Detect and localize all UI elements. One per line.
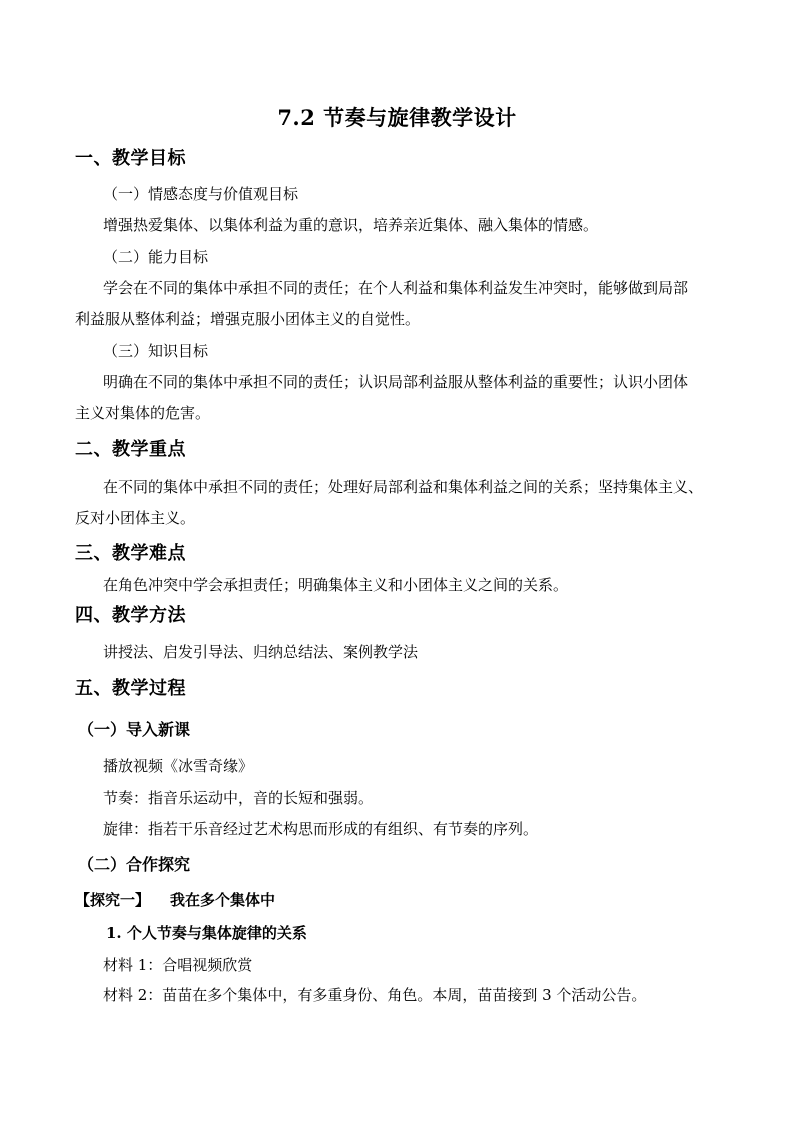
paragraph-methods: 讲授法、启发引导法、归纳总结法、案例教学法	[103, 643, 419, 661]
paragraph-ability-goals-line1: 学会在不同的集体中承担不同的责任；在个人利益和集体利益发生冲突时，能够做到局部	[103, 279, 689, 297]
paragraph-key-points-line2: 反对小团体主义。	[75, 509, 196, 527]
subheading-ability-goals: （二）能力目标	[103, 248, 209, 266]
paragraph-ability-goals-line2: 利益服从整体利益；增强克服小团体主义的自觉性。	[75, 310, 421, 328]
subheading-emotion-goals: （一）情感态度与价值观目标	[103, 185, 299, 203]
paragraph-knowledge-goals-line1: 明确在不同的集体中承担不同的责任；认识局部利益服从整体利益的重要性；认识小团体	[103, 373, 689, 391]
subheading-cooperative-inquiry: （二）合作探究	[78, 855, 191, 874]
section-heading-key-points: 二、教学重点	[75, 439, 186, 460]
paragraph-melody-definition: 旋律：指若干乐音经过艺术构思而形成的有组织、有节奏的序列。	[103, 820, 539, 838]
subheading-knowledge-goals: （三）知识目标	[103, 342, 209, 360]
section-heading-objectives: 一、教学目标	[75, 148, 186, 169]
section-heading-difficulties: 三、教学难点	[75, 543, 186, 564]
explore-one-tag: 【探究一】	[75, 891, 151, 909]
list-item-rhythm-melody-relation: 1. 个人节奏与集体旋律的关系	[106, 924, 307, 942]
section-heading-methods: 四、教学方法	[75, 605, 186, 626]
paragraph-difficulties: 在角色冲突中学会承担责任；明确集体主义和小团体主义之间的关系。	[103, 576, 569, 594]
section-heading-process: 五、教学过程	[75, 678, 186, 699]
subheading-introduction: （一）导入新课	[78, 720, 191, 739]
paragraph-material-2: 材料 2：苗苗在多个集体中，有多重身份、角色。本周，苗苗接到 3 个活动公告。	[103, 986, 647, 1004]
paragraph-key-points-line1: 在不同的集体中承担不同的责任；处理好局部利益和集体利益之间的关系；坚持集体主义、	[103, 478, 704, 496]
explore-one-title: 我在多个集体中	[170, 891, 276, 909]
document-title: 7.2 节奏与旋律教学设计	[277, 105, 517, 130]
paragraph-knowledge-goals-line2: 主义对集体的危害。	[75, 404, 211, 422]
paragraph-emotion-goals: 增强热爱集体、以集体利益为重的意识，培养亲近集体、融入集体的情感。	[103, 216, 599, 234]
paragraph-material-1: 材料 1：合唱视频欣赏	[103, 956, 253, 974]
paragraph-rhythm-definition: 节奏：指音乐运动中，音的长短和强弱。	[103, 789, 374, 807]
paragraph-play-video: 播放视频《冰雪奇缘》	[103, 757, 254, 775]
